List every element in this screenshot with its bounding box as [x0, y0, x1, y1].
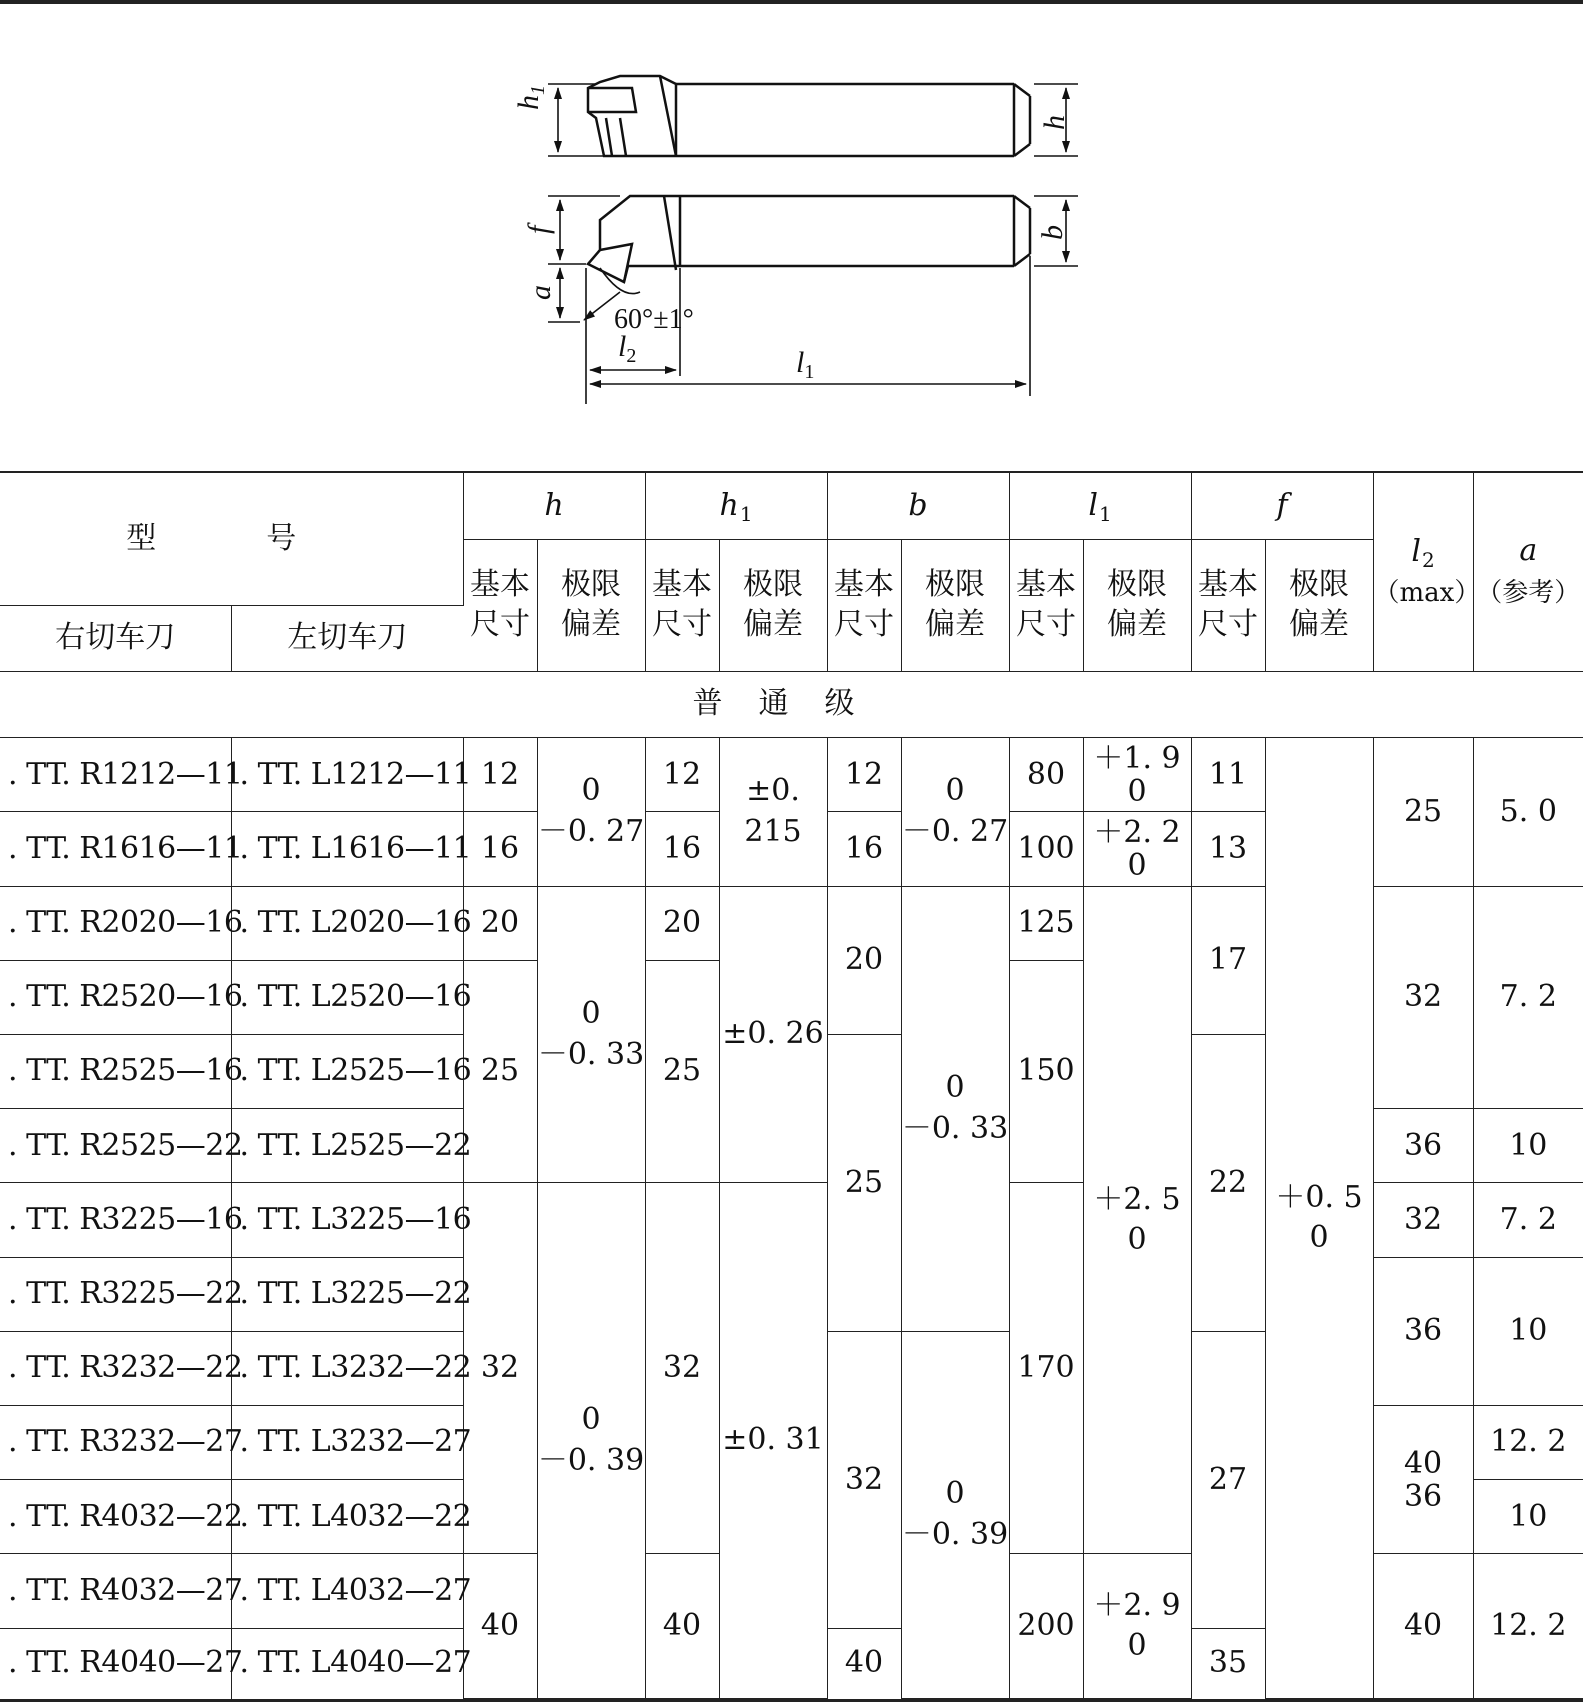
a-value: 10: [1473, 1109, 1583, 1183]
model-right: . TT. R4032—22: [0, 1480, 231, 1554]
f-basic: 17: [1191, 886, 1265, 1034]
header-basic: 基本 尺寸: [1009, 539, 1083, 671]
a-value: 12. 2: [1473, 1406, 1583, 1480]
f-basic: 27: [1191, 1331, 1265, 1628]
header-basic: 基本 尺寸: [1191, 539, 1265, 671]
l2-value: 32: [1373, 1183, 1473, 1257]
l1-dev: ＋2. 2 0: [1083, 812, 1191, 886]
l2-value: 40 36: [1373, 1406, 1473, 1554]
h-dev: 0 －0. 33: [537, 886, 645, 1183]
l2-value: 32: [1373, 886, 1473, 1109]
model-left: . TT. L4032—22: [231, 1480, 463, 1554]
model-right: . TT. R4040—27: [0, 1628, 231, 1698]
model-right: . TT. R1616—11: [0, 812, 231, 886]
label-angle: 60°±1°: [614, 304, 694, 335]
model-left: . TT. L2525—22: [231, 1109, 463, 1183]
a-value: 10: [1473, 1480, 1583, 1554]
b-dev: 0 －0. 27: [901, 738, 1009, 886]
model-left: . TT. L3225—16: [231, 1183, 463, 1257]
model-right: . TT. R3232—22: [0, 1331, 231, 1405]
model-left: . TT. L2520—16: [231, 960, 463, 1034]
header-dev: 极限 偏差: [537, 539, 645, 671]
label-h1: $h_1$: [512, 85, 549, 110]
f-basic: 13: [1191, 812, 1265, 886]
header-dev: 极限 偏差: [1265, 539, 1373, 671]
header-basic: 基本 尺寸: [645, 539, 719, 671]
model-right: . TT. R1212—11: [0, 738, 231, 812]
label-f: f: [522, 225, 555, 234]
h1-basic: 20: [645, 886, 719, 960]
h-basic: 20: [463, 886, 537, 960]
header-l1: $l_1$: [1009, 472, 1191, 539]
model-left: . TT. L2525—16: [231, 1035, 463, 1109]
h-basic: 12: [463, 738, 537, 812]
label-b: b: [1036, 225, 1069, 240]
b-dev: 0 －0. 39: [901, 1331, 1009, 1698]
model-right: . TT. R2525—22: [0, 1109, 231, 1183]
h-basic: 16: [463, 812, 537, 886]
header-basic: 基本 尺寸: [827, 539, 901, 671]
h-dev: 0 －0. 39: [537, 1183, 645, 1699]
l1-basic: 170: [1009, 1183, 1083, 1554]
l2-value: 25: [1373, 738, 1473, 886]
model-right: . TT. R2525—16: [0, 1035, 231, 1109]
f-basic: 35: [1191, 1628, 1265, 1698]
b-basic: 20: [827, 886, 901, 1034]
l1-dev: ＋2. 5 0: [1083, 886, 1191, 1554]
l1-dev: ＋1. 9 0: [1083, 738, 1191, 812]
model-right: . TT. R3225—16: [0, 1183, 231, 1257]
h-basic: 40: [463, 1554, 537, 1699]
h1-basic: 25: [645, 960, 719, 1183]
tool-drawing: [0, 0, 1583, 470]
h1-dev: ±0. 215: [719, 738, 827, 886]
header-dev: 极限 偏差: [1083, 539, 1191, 671]
a-value: 7. 2: [1473, 886, 1583, 1109]
header-dev: 极限 偏差: [901, 539, 1009, 671]
label-a: a: [524, 285, 557, 300]
table-row: [0, 738, 1583, 812]
l2-value: 36: [1373, 1257, 1473, 1405]
model-left: . TT. L4032—27: [231, 1554, 463, 1628]
label-h: h: [1038, 115, 1071, 130]
model-left: . TT. L2020—16: [231, 886, 463, 960]
bottom-rule: [0, 1699, 1583, 1702]
header-right-tool: 右切车刀: [0, 605, 231, 671]
h-basic: 32: [463, 1183, 537, 1554]
header-b: b: [827, 472, 1009, 539]
l1-basic: 150: [1009, 960, 1083, 1183]
label-l1: $l_1$: [796, 346, 815, 383]
header-basic: 基本 尺寸: [463, 539, 537, 671]
top-view: [588, 76, 1030, 156]
h1-basic: 16: [645, 812, 719, 886]
header-h: h: [463, 472, 645, 539]
model-left: . TT. L3225—22: [231, 1257, 463, 1331]
model-right: . TT. R2520—16: [0, 960, 231, 1034]
header-model: 型 号: [0, 472, 463, 605]
l1-basic: 200: [1009, 1554, 1083, 1699]
a-value: 10: [1473, 1257, 1583, 1405]
l2-value: 36: [1373, 1109, 1473, 1183]
model-right: . TT. R2020—16: [0, 886, 231, 960]
header-h1: $h_1$: [645, 472, 827, 539]
model-left: . TT. L3232—22: [231, 1331, 463, 1405]
header-f: f: [1191, 472, 1373, 539]
a-value: 12. 2: [1473, 1554, 1583, 1699]
model-right: . TT. R3225—22: [0, 1257, 231, 1331]
b-basic: 32: [827, 1331, 901, 1628]
label-l2: $l_2$: [618, 330, 637, 367]
header-a: a （参考）: [1473, 472, 1583, 672]
a-value: 7. 2: [1473, 1183, 1583, 1257]
model-left: . TT. L4040—27: [231, 1628, 463, 1698]
h1-basic: 40: [645, 1554, 719, 1699]
l2-value: 40: [1373, 1554, 1473, 1699]
model-left: . TT. L3232—27: [231, 1406, 463, 1480]
side-view: [588, 196, 1030, 282]
l1-basic: 125: [1009, 886, 1083, 960]
a-value: 5. 0: [1473, 738, 1583, 886]
b-basic: 12: [827, 738, 901, 812]
f-basic: 11: [1191, 738, 1265, 812]
h1-dev: ±0. 31: [719, 1183, 827, 1699]
model-right: . TT. R3232—27: [0, 1406, 231, 1480]
f-basic: 22: [1191, 1035, 1265, 1332]
h1-basic: 32: [645, 1183, 719, 1554]
section-title: 普通级: [0, 672, 1583, 738]
l1-basic: 100: [1009, 812, 1083, 886]
h1-basic: 12: [645, 738, 719, 812]
b-dev: 0 －0. 33: [901, 886, 1009, 1331]
h-basic: 25: [463, 960, 537, 1183]
model-left: . TT. L1212—11: [231, 738, 463, 812]
spec-table: [0, 471, 1583, 1699]
model-left: . TT. L1616—11: [231, 812, 463, 886]
model-right: . TT. R4032—27: [0, 1554, 231, 1628]
l1-basic: 80: [1009, 738, 1083, 812]
b-basic: 16: [827, 812, 901, 886]
b-basic: 40: [827, 1628, 901, 1698]
header-left-tool: 左切车刀: [231, 605, 463, 671]
h1-dev: ±0. 26: [719, 886, 827, 1183]
b-basic: 25: [827, 1035, 901, 1332]
header-l2: $l_2$ （max）: [1373, 472, 1473, 672]
f-dev: ＋0. 5 0: [1265, 738, 1373, 1699]
l1-dev: ＋2. 9 0: [1083, 1554, 1191, 1699]
h-dev: 0 －0. 27: [537, 738, 645, 886]
header-dev: 极限 偏差: [719, 539, 827, 671]
